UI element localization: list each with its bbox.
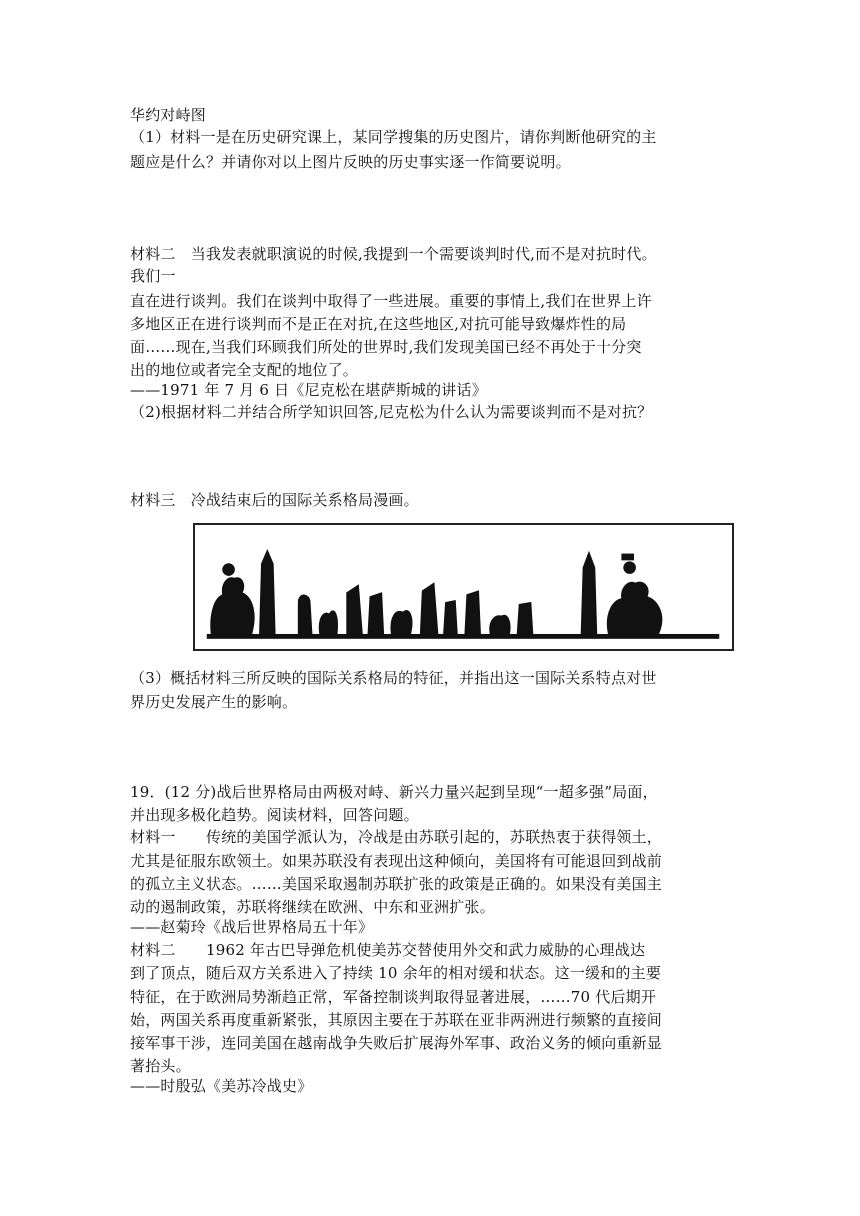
p19-material-1-source: ——赵菊玲《战后世界格局五十年》 [130,918,374,936]
material-2-source: ——1971 年 7 月 6 日《尼克松在堪萨斯城的讲话》 [130,381,487,399]
cartoon-right-obelisk [581,552,597,633]
cartoon-figure-1 [298,595,312,634]
cartoon-drawing [195,525,732,649]
question-3-line-1: （3）概括材料三所反映的国际关系格局的特征，并指出这一国际关系特点对世 [130,669,657,687]
cold-war-cartoon-image [193,523,734,651]
material-2-line-2: 我们一 [130,267,176,285]
p19-material-1-line-4: 动的遏制政策，苏联将继续在欧洲、中东和亚洲扩张。 [130,898,495,916]
cartoon-right-giant [607,582,662,633]
caption-warsaw-pact: 华约对峙图 [130,106,207,124]
material-2-line-4: 多地区正在进行谈判而不是正在对抗,在这些地区,对抗可能导致爆炸性的局 [130,315,627,333]
p19-material-2-line-6: 著抬头。 [130,1057,191,1075]
problem-19-line-2: 并出现多极化趋势。阅读材料，回答问题。 [130,806,419,824]
cartoon-figure-4 [490,615,510,633]
p19-material-2-line-2: 到了顶点，随后双方关系进入了持续 10 余年的相对缓和状态。这一缓和的主要 [130,964,662,982]
material-2-line-1: 材料二 当我发表就职演说的时候,我提到一个需要谈判时代,而不是对抗时代。 [130,245,657,263]
p19-material-1-line-2: 尤其是征服东欧领土。如果苏联没有表现出这种倾向，美国将有可能退回到战前 [130,852,663,870]
p19-material-2-line-1: 材料二 1962 年古巴导弹危机使美苏交替使用外交和武力威胁的心理战达 [130,941,646,959]
cartoon-right-flag [622,554,634,560]
cartoon-building-4 [444,601,458,634]
cartoon-figure-3 [391,610,412,633]
p19-material-2-line-4: 始，两国关系再度重新紧张，其原因主要在于苏联在亚非两洲进行频繁的直接间 [130,1011,663,1029]
cartoon-building-2 [368,593,384,634]
cartoon-building-5 [465,591,481,634]
problem-19-line-1: 19．(12 分)战后世界格局由两极对峙、新兴力量兴起到呈现“一超多强”局面， [130,783,658,801]
cartoon-building-1 [347,585,363,633]
question-1-line-1: （1）材料一是在历史研究课上，某同学搜集的历史图片，请你判断他研究的主 [130,128,657,146]
p19-material-1-line-3: 的孤立主义状态。……美国采取遏制苏联扩张的政策是正确的。如果没有美国主 [130,875,663,893]
material-2-line-3: 直在进行谈判。我们在谈判中取得了一些进展。重要的事情上,我们在世界上许 [130,292,652,310]
p19-material-2-line-5: 接军事干涉，连同美国在越南战争失败后扩展海外军事、政治义务的倾向重新显 [130,1034,663,1052]
cartoon-building-6 [517,603,533,634]
cartoon-ground [207,634,719,638]
question-1-line-2: 题应是什么？并请你对以上图片反映的历史事实逐一作简要说明。 [130,153,571,171]
material-3-caption: 材料三 冷战结束后的国际关系格局漫画。 [130,491,419,509]
material-2-line-6: 出的地位或者完全支配的地位了。 [130,361,359,379]
p19-material-2-line-3: 特征，在于欧洲局势渐趋正常，军备控制谈判取得显著进展，……70 代后期开 [130,988,657,1006]
question-2: （2)根据材料二并结合所学知识回答,尼克松为什么认为需要谈判而不是对抗？ [130,403,653,421]
cartoon-left-head [223,564,235,576]
p19-material-2-source: ——时殷弘《美苏冷战史》 [130,1077,313,1095]
cartoon-building-3 [420,583,437,633]
cartoon-left-giant [211,578,254,634]
p19-material-1-line-1: 材料一 传统的美国学派认为，冷战是由苏联引起的，苏联热衷于获得领土， [130,828,663,846]
cartoon-figure-2 [319,611,337,634]
cartoon-left-obelisk [260,550,276,633]
material-2-line-5: 面……现在,当我们环顾我们所处的世界时,我们发现美国已经不再处于十分突 [130,338,642,356]
question-3-line-2: 界历史发展产生的影响。 [130,693,298,711]
cartoon-right-head [624,562,636,574]
